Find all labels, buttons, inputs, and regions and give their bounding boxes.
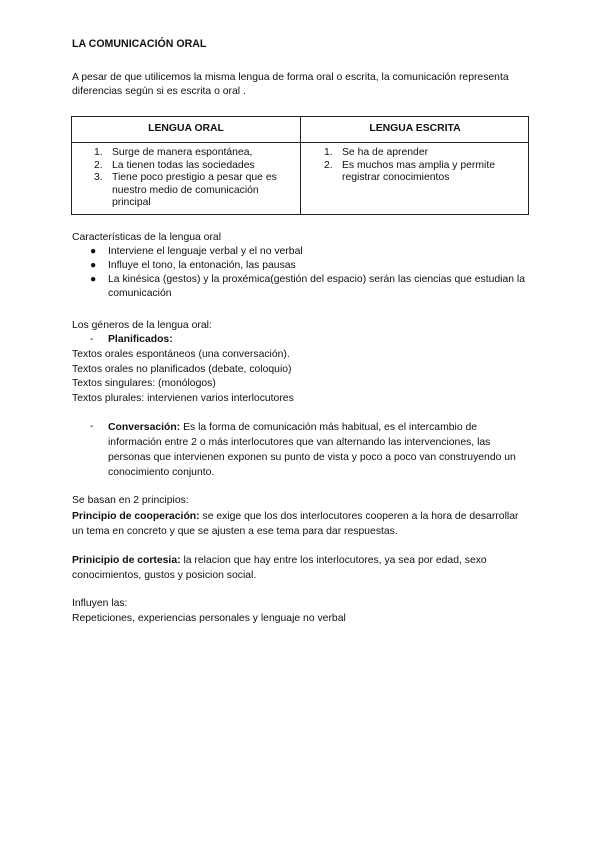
list-text: Se ha de aprender (342, 147, 429, 158)
planned-label: Planificados: (108, 334, 173, 345)
cooperation-paragraph (72, 509, 532, 539)
list-item (90, 273, 530, 301)
list-item (94, 172, 294, 210)
list-text: Tiene poco prestigio a pesar que es nuestro medio de comunicación principal (112, 172, 277, 209)
cooperation-label: Principio de cooperación: (72, 511, 200, 522)
list-text: Interviene el lenguaje verbal y el no verbal (108, 246, 303, 257)
conversation-item (90, 420, 530, 480)
influences-heading: Influyen las: (72, 598, 128, 609)
dash-icon: - (90, 334, 94, 345)
written-list (324, 147, 524, 185)
courtesy-paragraph (72, 553, 532, 583)
table-header-divider (72, 142, 528, 143)
dash-icon: - (90, 421, 94, 432)
planned-item (90, 333, 530, 347)
list-item (94, 160, 294, 173)
intro-paragraph: A pesar de que utilicemos la misma lengua de forma oral o escrita, la comunicación representa diferencias según si es escrita o oral . (72, 72, 509, 97)
list-text: Influye el tono, la entonación, las pausas (108, 260, 296, 271)
list-number: 2. (94, 159, 103, 171)
conversation-text: Es la forma de comunicación más habitual, es el intercambio de información entre 2 o más interlocutores que van alternando las intervenciones, las personas que intervienen exponen su punto de vista y poco a poco van construyendo un conocimiento conjunto. (108, 422, 516, 478)
conversation-paragraph (108, 420, 530, 480)
list-item (324, 160, 524, 185)
list-text: La tienen todas las sociedades (112, 159, 255, 171)
cooperation-text: se exige que los dos interlocutores cooperen a la hora de desarrollar un tema en concreto y que se ajusten a ese tema para dar respuestas. (72, 511, 519, 537)
list-number: 3. (94, 172, 103, 184)
oral-list (94, 147, 294, 210)
bullet-icon: ● (90, 274, 97, 285)
genre-line: Textos orales espontáneos (una conversación). (72, 349, 290, 360)
characteristics-list (90, 245, 530, 301)
comparison-table (71, 116, 529, 215)
list-item (90, 245, 530, 259)
genres-heading: Los géneros de la lengua oral: (72, 320, 212, 331)
list-item (94, 147, 294, 160)
conversation-label: Conversación: (108, 422, 181, 433)
genre-line: Textos singulares: (monólogos) (72, 378, 216, 389)
bullet-icon: ● (90, 246, 97, 257)
table-header-oral: LENGUA ORAL (148, 123, 224, 134)
list-text: Surge de manera espontánea, (112, 147, 253, 158)
principles-intro: Se basan en 2 principios: (72, 495, 189, 506)
list-item (324, 147, 524, 160)
genre-line: Textos orales no planificados (debate, coloquio) (72, 364, 292, 375)
list-text: La kinésica (gestos) y la proxémica(gestión del espacio) serán las ciencias que estudian la comunicación (108, 274, 526, 299)
courtesy-text: la relacion que hay entre los interlocutores, ya sea por edad, sexo conocimientos, gustos y posicion social. (72, 555, 487, 581)
courtesy-label: Prinicipio de cortesia: (72, 555, 181, 566)
page-title: LA COMUNICACIÓN ORAL (72, 38, 207, 50)
characteristics-heading: Características de la lengua oral (72, 232, 222, 243)
bullet-icon: ● (90, 260, 97, 271)
genre-line: Textos plurales: intervienen varios interlocutores (72, 393, 294, 404)
list-number: 1. (324, 147, 333, 158)
list-text: Es muchos mas amplia y permite registrar conocimientos (342, 159, 496, 184)
table-header-written: LENGUA ESCRITA (369, 123, 461, 134)
influences-text: Repeticiones, experiencias personales y lenguaje no verbal (72, 613, 346, 624)
list-item (90, 259, 530, 273)
list-number: 1. (94, 147, 103, 158)
list-number: 2. (324, 159, 333, 171)
